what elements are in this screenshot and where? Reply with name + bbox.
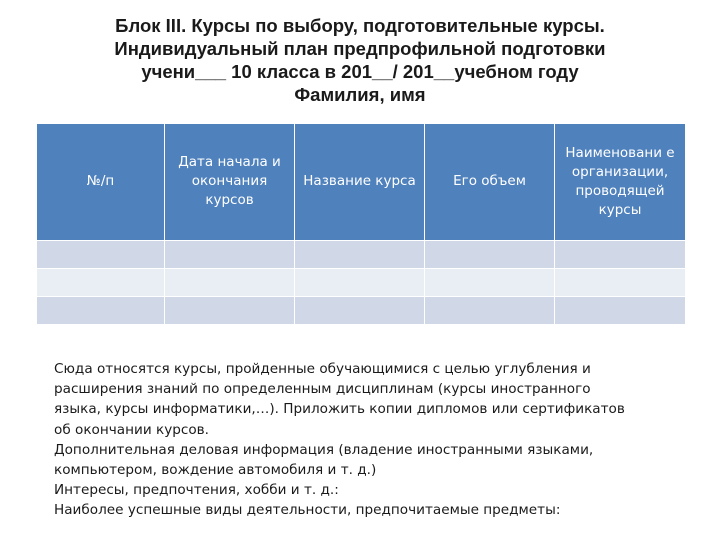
table-cell[interactable] — [425, 296, 555, 324]
table-cell[interactable] — [555, 296, 686, 324]
info-text — [54, 359, 674, 521]
table-cell[interactable] — [37, 296, 165, 324]
info-line: Сюда относятся курсы, пройденные обучающимися с целью углубления и — [54, 361, 591, 377]
info-line: Интересы, предпочтения, хобби и т. д.: — [54, 482, 339, 499]
table-header-row — [37, 124, 686, 240]
table-cell[interactable] — [555, 240, 686, 268]
header-organization: Наименовани е организации, проводящей курсы — [555, 124, 686, 240]
title-line-class-year: учени___ 10 класса в 201__/ 201__учебном году — [141, 61, 579, 82]
info-line: расширения знаний по определенным дисциплинам (курсы иностранного — [54, 381, 591, 398]
table-cell[interactable] — [425, 240, 555, 268]
table-cell[interactable] — [555, 268, 686, 296]
table-cell[interactable] — [165, 296, 295, 324]
courses-table — [36, 124, 686, 325]
page-title — [40, 14, 680, 106]
table-row — [37, 296, 686, 324]
header-volume: Его объем — [425, 124, 555, 240]
table-cell[interactable] — [165, 268, 295, 296]
table-cell[interactable] — [425, 268, 555, 296]
table-cell[interactable] — [295, 240, 425, 268]
title-line-plan: Индивидуальный план предпрофильной подготовки — [114, 38, 606, 59]
table-cell[interactable] — [37, 240, 165, 268]
info-line: языка, курсы информатики,…). Приложить копии дипломов или сертификатов — [54, 401, 625, 418]
table-cell[interactable] — [37, 268, 165, 296]
table-row — [37, 268, 686, 296]
table-row — [37, 240, 686, 268]
header-number: №/п — [37, 124, 165, 240]
info-line: Наиболее успешные виды деятельности, предпочитаемые предметы: — [54, 502, 561, 519]
info-line: Дополнительная деловая информация (владение иностранными языками, — [54, 441, 594, 458]
table-cell[interactable] — [295, 268, 425, 296]
header-course-name: Название курса — [295, 124, 425, 240]
info-line: об окончании курсов. — [54, 421, 210, 438]
header-dates: Дата начала и окончания курсов — [165, 124, 295, 240]
table-cell[interactable] — [295, 296, 425, 324]
title-line-name: Фамилия, имя — [294, 84, 426, 105]
info-line: компьютером, вождение автомобиля и т. д.) — [54, 462, 377, 479]
table-cell[interactable] — [165, 240, 295, 268]
title-line-block: Блок III. Курсы по выбору, подготовительные курсы. — [115, 15, 605, 36]
